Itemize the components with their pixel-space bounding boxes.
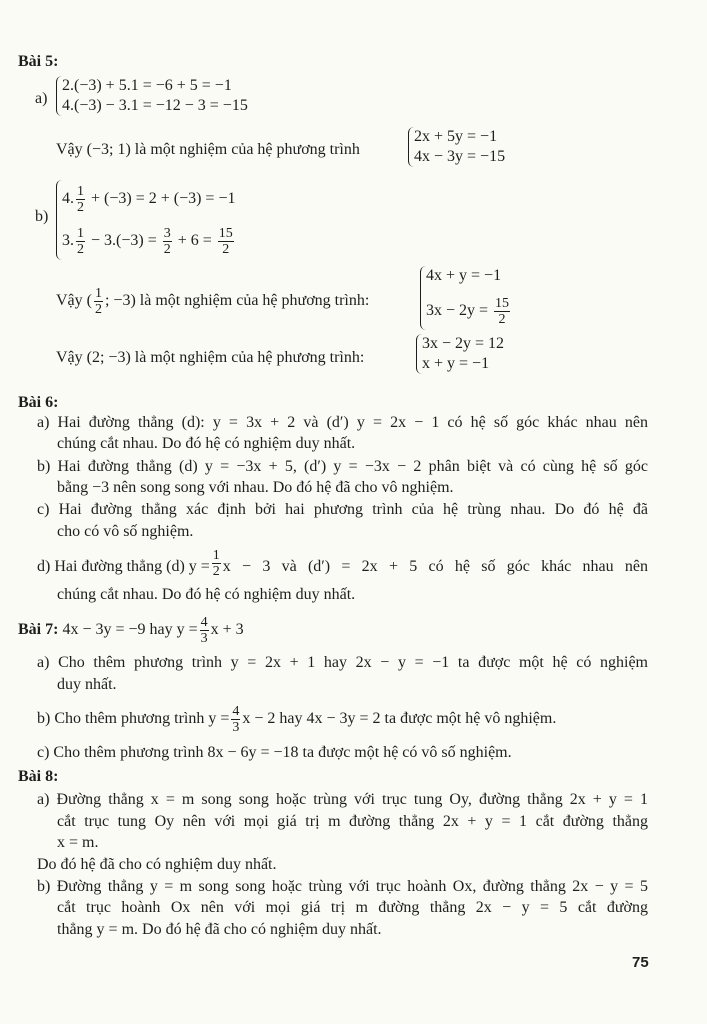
fraction <box>76 184 85 215</box>
denominator: 2 <box>498 311 506 327</box>
equation-system <box>420 266 512 330</box>
verification-system-a <box>56 76 248 116</box>
numerator: 1 <box>77 225 84 241</box>
equation <box>426 292 512 330</box>
equation: 4x − 3y = −15 <box>414 148 506 165</box>
equation <box>62 180 236 218</box>
exercise-7-title: Bài 7: <box>18 621 59 638</box>
exercise-7-a: a) Cho thêm phương trình y = 2x + 1 hay 2x − y = −1 ta được một hệ có nghiệm <box>37 654 648 671</box>
numerator: 15 <box>495 295 510 311</box>
fraction <box>218 226 234 257</box>
exercise-8-a-conclusion: Do đó hệ đã cho có nghiệm duy nhất. <box>37 856 277 873</box>
numerator: 15 <box>218 225 233 241</box>
text: 3. <box>62 232 74 249</box>
exercise-6-d: chúng cắt nhau. Do đó hệ có nghiệm duy nhất. <box>57 586 356 603</box>
text: Vậy ( <box>56 292 92 309</box>
text: x + 3 <box>210 621 244 638</box>
exercise-6-title: Bài 6: <box>18 394 59 411</box>
exercise-7-c: c) Cho thêm phương trình 8x − 6y = −18 ta được một hệ có vô số nghiệm. <box>37 744 512 761</box>
text: + (−3) = 2 + (−3) = −1 <box>91 190 236 207</box>
fraction <box>94 286 103 317</box>
denominator: 2 <box>77 199 84 215</box>
text: x − 2 hay 4x − 3y = 2 ta được một hệ vô nghiệm. <box>242 710 557 727</box>
equation: 4x + y = −1 <box>426 267 502 284</box>
equation: 3x − 2y = 12 <box>422 335 505 352</box>
exercise-7-b <box>37 700 556 738</box>
exercise-8-b: b) Đường thẳng y = m song song hoặc trùng với trục hoành Ox, đường thẳng 2x − y = 5 <box>37 878 648 895</box>
exercise-8-a: a) Đường thẳng x = m song song hoặc trùng với trục tung Oy, đường thẳng 2x + y = 1 <box>37 791 648 808</box>
numerator: 1 <box>212 548 220 563</box>
numerator: 4 <box>232 703 240 719</box>
page-number: 75 <box>632 954 649 971</box>
part-a-label: a) <box>35 90 48 107</box>
text: 3x − 2y = <box>426 302 489 319</box>
exercise-6-d <box>37 548 648 586</box>
conclusion-b2: Vậy (2; −3) là một nghiệm của hệ phương trình: <box>56 349 365 366</box>
exercise-8-a: x = m. <box>57 834 99 851</box>
equation: x + y = −1 <box>422 355 490 372</box>
denominator: 3 <box>232 719 240 735</box>
fraction <box>200 615 209 646</box>
numerator: 1 <box>94 285 102 301</box>
exercise-5-title: Bài 5: <box>18 53 59 70</box>
numerator: 4 <box>200 614 208 630</box>
denominator: 2 <box>222 241 230 257</box>
exercise-8-title: Bài 8: <box>18 768 59 785</box>
numerator: 3 <box>163 225 171 241</box>
part-b-label: b) <box>35 208 49 225</box>
exercise-6-a: chúng cắt nhau. Do đó hệ có nghiệm duy nhất. <box>57 435 356 452</box>
equation-system <box>416 334 504 374</box>
exercise-8-b: cắt trục hoành Ox nên với mọi giá trị m đường thẳng 2x − y = 5 cắt đường <box>57 899 648 916</box>
exercise-7-a: duy nhất. <box>57 676 117 693</box>
conclusion-b1 <box>56 282 369 320</box>
text: + 6 = <box>177 232 212 249</box>
equation: 2.(−3) + 5.1 = −6 + 5 = −1 <box>62 77 232 94</box>
exercise-6-b: b) Hai đường thẳng (d) y = −3x + 5, (d′) y = −3x − 2 phân biệt và có cùng hệ số góc <box>37 458 648 475</box>
equation-system <box>408 127 505 167</box>
fraction <box>163 226 172 257</box>
exercise-7-equation <box>18 611 244 649</box>
numerator: 1 <box>77 183 84 199</box>
text: d) Hai đường thẳng (d) y = <box>37 558 210 575</box>
fraction <box>231 704 240 735</box>
exercise-6-b: bằng −3 nên song song với nhau. Do đó hệ đã cho vô nghiệm. <box>57 479 454 496</box>
exercise-6-a: a) Hai đường thẳng (d): y = 3x + 2 và (d′) y = 2x − 1 có hệ số góc khác nhau nên <box>37 414 648 431</box>
denominator: 2 <box>77 241 84 257</box>
denominator: 2 <box>163 241 171 257</box>
denominator: 2 <box>212 564 220 579</box>
exercise-6-c: c) Hai đường thẳng xác định bởi hai phương trình của hệ trùng nhau. Do đó hệ đã <box>37 501 648 518</box>
exercise-6-c: cho có vô số nghiệm. <box>57 523 194 540</box>
denominator: 2 <box>94 301 102 317</box>
text: 4. <box>62 190 74 207</box>
denominator: 3 <box>200 630 208 646</box>
text: x − 3 và (d′) = 2x + 5 có hệ số góc khác nhau nên <box>222 558 648 575</box>
fraction <box>76 226 85 257</box>
equation <box>62 222 236 260</box>
fraction <box>494 296 510 327</box>
equation: 2x + 5y = −1 <box>414 128 498 145</box>
exercise-8-b: thẳng y = m. Do đó hệ đã cho có nghiệm duy nhất. <box>57 921 382 938</box>
text: 4x − 3y = −9 hay y = <box>62 621 198 638</box>
text: − 3.(−3) = <box>91 232 157 249</box>
exercise-8-a: cắt trục tung Oy nên với mọi giá trị m đường thẳng 2x + y = 1 cắt đường thẳng <box>57 813 648 830</box>
text: b) Cho thêm phương trình y = <box>37 710 230 727</box>
equation: 4.(−3) − 3.1 = −12 − 3 = −15 <box>62 97 248 114</box>
verification-system-b <box>56 180 236 260</box>
text: ; −3) là một nghiệm của hệ phương trình: <box>104 292 370 309</box>
fraction <box>212 548 221 586</box>
conclusion-a: Vậy (−3; 1) là một nghiệm của hệ phương trình <box>56 141 360 158</box>
